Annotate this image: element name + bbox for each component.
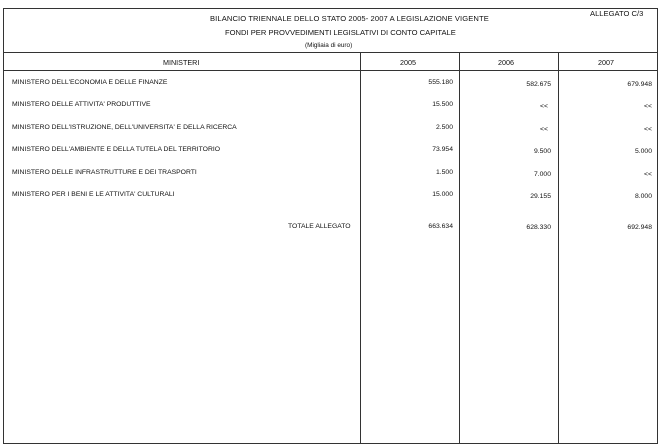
table-cell-2007: << xyxy=(644,126,652,133)
column-header-ministeri: MINISTERI xyxy=(163,58,200,67)
table-cell-2006: 9.500 xyxy=(533,148,551,155)
table-cell-2007: 679.948 xyxy=(627,81,652,88)
table-cell-2007: << xyxy=(644,171,652,178)
table-row-label: MINISTERO DELL'AMBIENTE E DELLA TUTELA DEL TERRITORIO xyxy=(12,146,221,153)
column-header-2005: 2005 xyxy=(400,58,416,67)
table-cell-2006: << xyxy=(540,126,548,133)
column-divider-2 xyxy=(459,52,460,444)
table-cell-2005: 15.500 xyxy=(432,101,453,108)
table-row-label: MINISTERO DELLE ATTIVITA' PRODUTTIVE xyxy=(12,101,151,108)
document-title: BILANCIO TRIENNALE DELLO STATO 2005- 2007 A LEGISLAZIONE VIGENTE xyxy=(210,14,489,23)
document-subtitle: FONDI PER PROVVEDIMENTI LEGISLATIVI DI CONTO CAPITALE xyxy=(225,28,456,37)
table-row-label: MINISTERO DELL'ECONOMIA E DELLE FINANZE xyxy=(12,79,168,86)
table-top-rule xyxy=(3,52,658,53)
column-divider-1 xyxy=(360,52,361,444)
table-cell-2006: 582.675 xyxy=(526,81,551,88)
table-cell-2005: 73.954 xyxy=(432,146,453,153)
column-divider-3 xyxy=(558,52,559,444)
total-cell-2007: 692.948 xyxy=(627,224,652,231)
table-row-label: MINISTERO DELL'ISTRUZIONE, DELL'UNIVERSITA' E DELLA RICERCA xyxy=(12,124,237,131)
column-header-2007: 2007 xyxy=(598,58,614,67)
total-label: TOTALE ALLEGATO xyxy=(288,223,351,230)
table-cell-2005: 555.180 xyxy=(428,79,453,86)
table-cell-2007: << xyxy=(644,103,652,110)
table-row-label: MINISTERO DELLE INFRASTRUTTURE E DEI TRASPORTI xyxy=(12,169,197,176)
total-cell-2005: 663.634 xyxy=(428,223,453,230)
table-cell-2005: 2.500 xyxy=(435,124,453,131)
table-cell-2005: 15.000 xyxy=(432,191,453,198)
table-cell-2006: << xyxy=(540,103,548,110)
table-cell-2006: 7.000 xyxy=(533,171,551,178)
total-cell-2006: 628.330 xyxy=(526,224,551,231)
header-bottom-rule xyxy=(3,70,658,71)
table-cell-2007: 5.000 xyxy=(634,148,652,155)
unit-label: (Migliaia di euro) xyxy=(305,42,353,49)
table-cell-2006: 29.155 xyxy=(530,193,551,200)
table-row-label: MINISTERO PER I BENI E LE ATTIVITA' CULTURALI xyxy=(12,191,175,198)
table-cell-2005: 1.500 xyxy=(435,169,453,176)
allegato-label: ALLEGATO C/3 xyxy=(590,9,644,18)
column-header-2006: 2006 xyxy=(498,58,514,67)
table-cell-2007: 8.000 xyxy=(634,193,652,200)
